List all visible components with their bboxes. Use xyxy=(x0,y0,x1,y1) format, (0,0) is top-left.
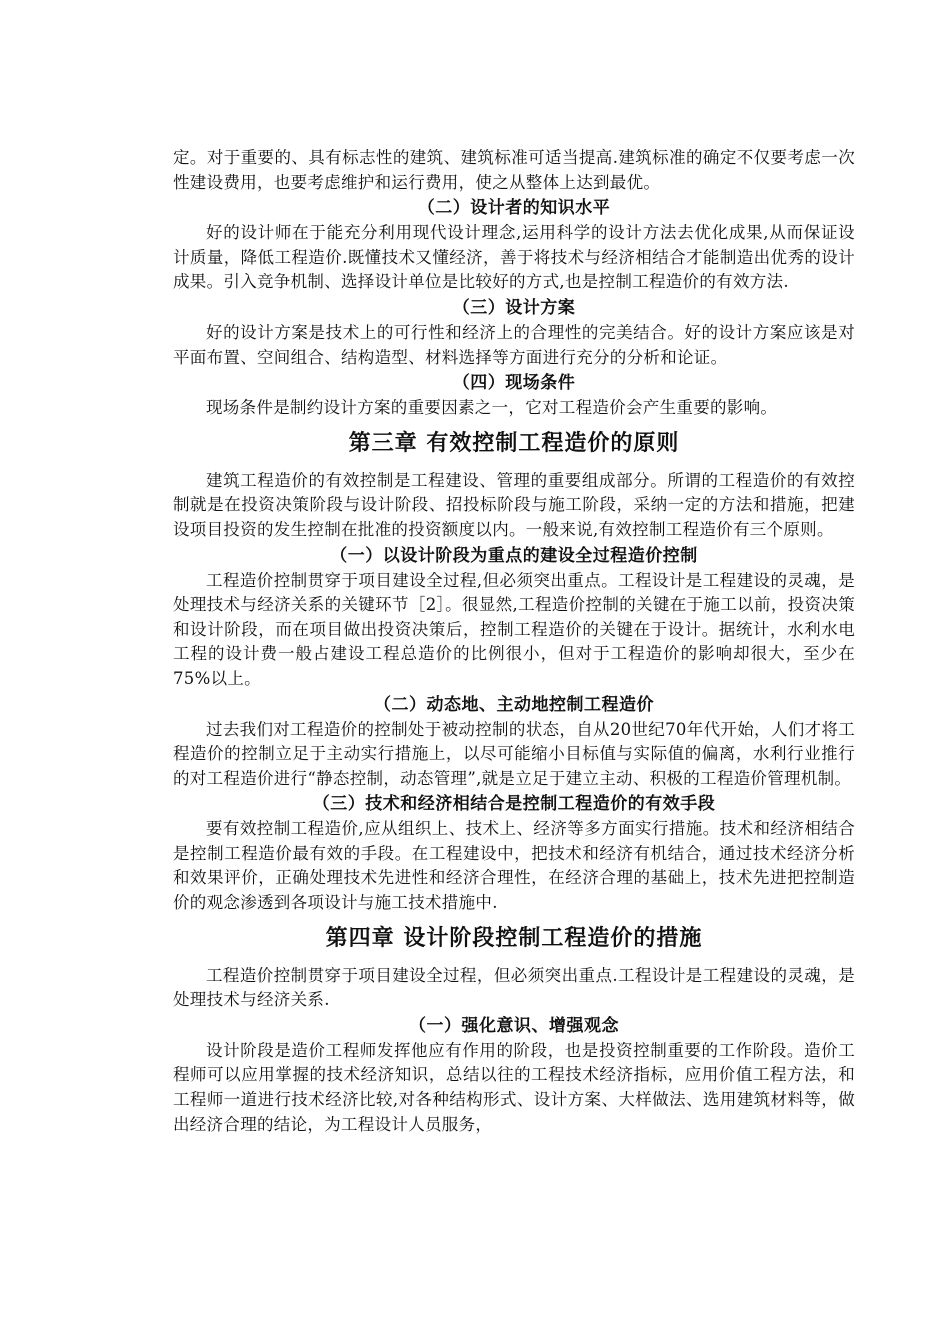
body-paragraph: 定。对于重要的、具有标志性的建筑、建筑标准可适当提高.建筑标准的确定不仅要考虑一次性建设费用，也要考虑维护和运行费用，使之从整体上达到最优。 xyxy=(173,148,855,192)
section-heading: （三）设计方案 xyxy=(452,297,576,318)
chapter-heading: 第四章 设计阶段控制工程造价的措施 xyxy=(325,925,703,951)
body-paragraph: 要有效控制工程造价,应从组织上、技术上、经济等多方面实行措施。技术和经济相结合是控制工程造价最有效的手段。在工程建设中，把技术和经济有机结合，通过技术经济分析和效果评价，正确处理技术先进性和经济合理性，在经济合理的基础上，技术先进把控制造价的观念渗透到各项设计与施工技术措施中. xyxy=(173,819,855,913)
document-page xyxy=(173,146,855,1137)
body-paragraph: 工程造价控制贯穿于项目建设全过程,但必须突出重点。工程设计是工程建设的灵魂，是处理技术与经济关系的关键环节［2］。很显然,工程造价控制的关键在于施工以前，投资决策和设计阶段，而在项目做出投资决策后，控制工程造价的关键在于设计。据统计，水利水电工程的设计费一般占建设工程总造价的比例很小，但对于工程造价的影响却很大，至少在75%以上。 xyxy=(173,570,855,688)
section-heading: （二）设计者的知识水平 xyxy=(417,198,611,219)
chapter-heading: 第三章 有效控制工程造价的原则 xyxy=(348,430,680,456)
section-heading: （四）现场条件 xyxy=(452,373,576,394)
body-paragraph: 好的设计师在于能充分利用现代设计理念,运用科学的设计方法去优化成果,从而保证设计质量，降低工程造价.既懂技术又懂经济，善于将技术与经济相结合才能制造出优秀的设计成果。引入竞争机制、选择设计单位是比较好的方式,也是控制工程造价的有效方法. xyxy=(173,223,855,292)
body-paragraph: 设计阶段是造价工程师发挥他应有作用的阶段，也是投资控制重要的工作阶段。造价工程师可以应用掌握的技术经济知识，总结以往的工程技术经济指标，应用价值工程方法，和工程师一道进行技术经济比较,对各种结构形式、设计方案、大样做法、选用建筑材料等，做出经济合理的结论，为工程设计人员服务， xyxy=(173,1040,855,1134)
body-paragraph: 现场条件是制约设计方案的重要因素之一，它对工程造价会产生重要的影响。 xyxy=(206,398,778,418)
section-heading: （三）技术和经济相结合是控制工程造价的有效手段 xyxy=(312,794,716,815)
section-heading: （一）以设计阶段为重点的建设全过程造价控制 xyxy=(330,545,698,566)
body-paragraph: 过去我们对工程造价的控制处于被动控制的状态，自从20世纪70年代开始，人们才将工程造价的控制立足于主动实行措施上，以尽可能缩小目标值与实际值的偏离，水利行业推行的对工程造价进行“静态控制，动态管理”,就是立足于建立主动、积极的工程造价管理机制。 xyxy=(173,719,855,788)
body-paragraph: 工程造价控制贯穿于项目建设全过程，但必须突出重点.工程设计是工程建设的灵魂，是处理技术与经济关系. xyxy=(173,965,855,1010)
section-heading: （一）强化意识、增强观念 xyxy=(409,1015,619,1036)
body-paragraph: 建筑工程造价的有效控制是工程建设、管理的重要组成部分。所谓的工程造价的有效控制就是在投资决策阶段与设计阶段、招投标阶段与施工阶段，采纳一定的方法和措施，把建设项目投资的发生控制在批准的投资额度以内。一般来说,有效控制工程造价有三个原则。 xyxy=(173,470,855,539)
section-heading: （二）动态地、主动地控制工程造价 xyxy=(374,694,654,715)
body-paragraph: 好的设计方案是技术上的可行性和经济上的合理性的完美结合。好的设计方案应该是对平面布置、空间组合、结构造型、材料选择等方面进行充分的分析和论证。 xyxy=(173,322,855,367)
